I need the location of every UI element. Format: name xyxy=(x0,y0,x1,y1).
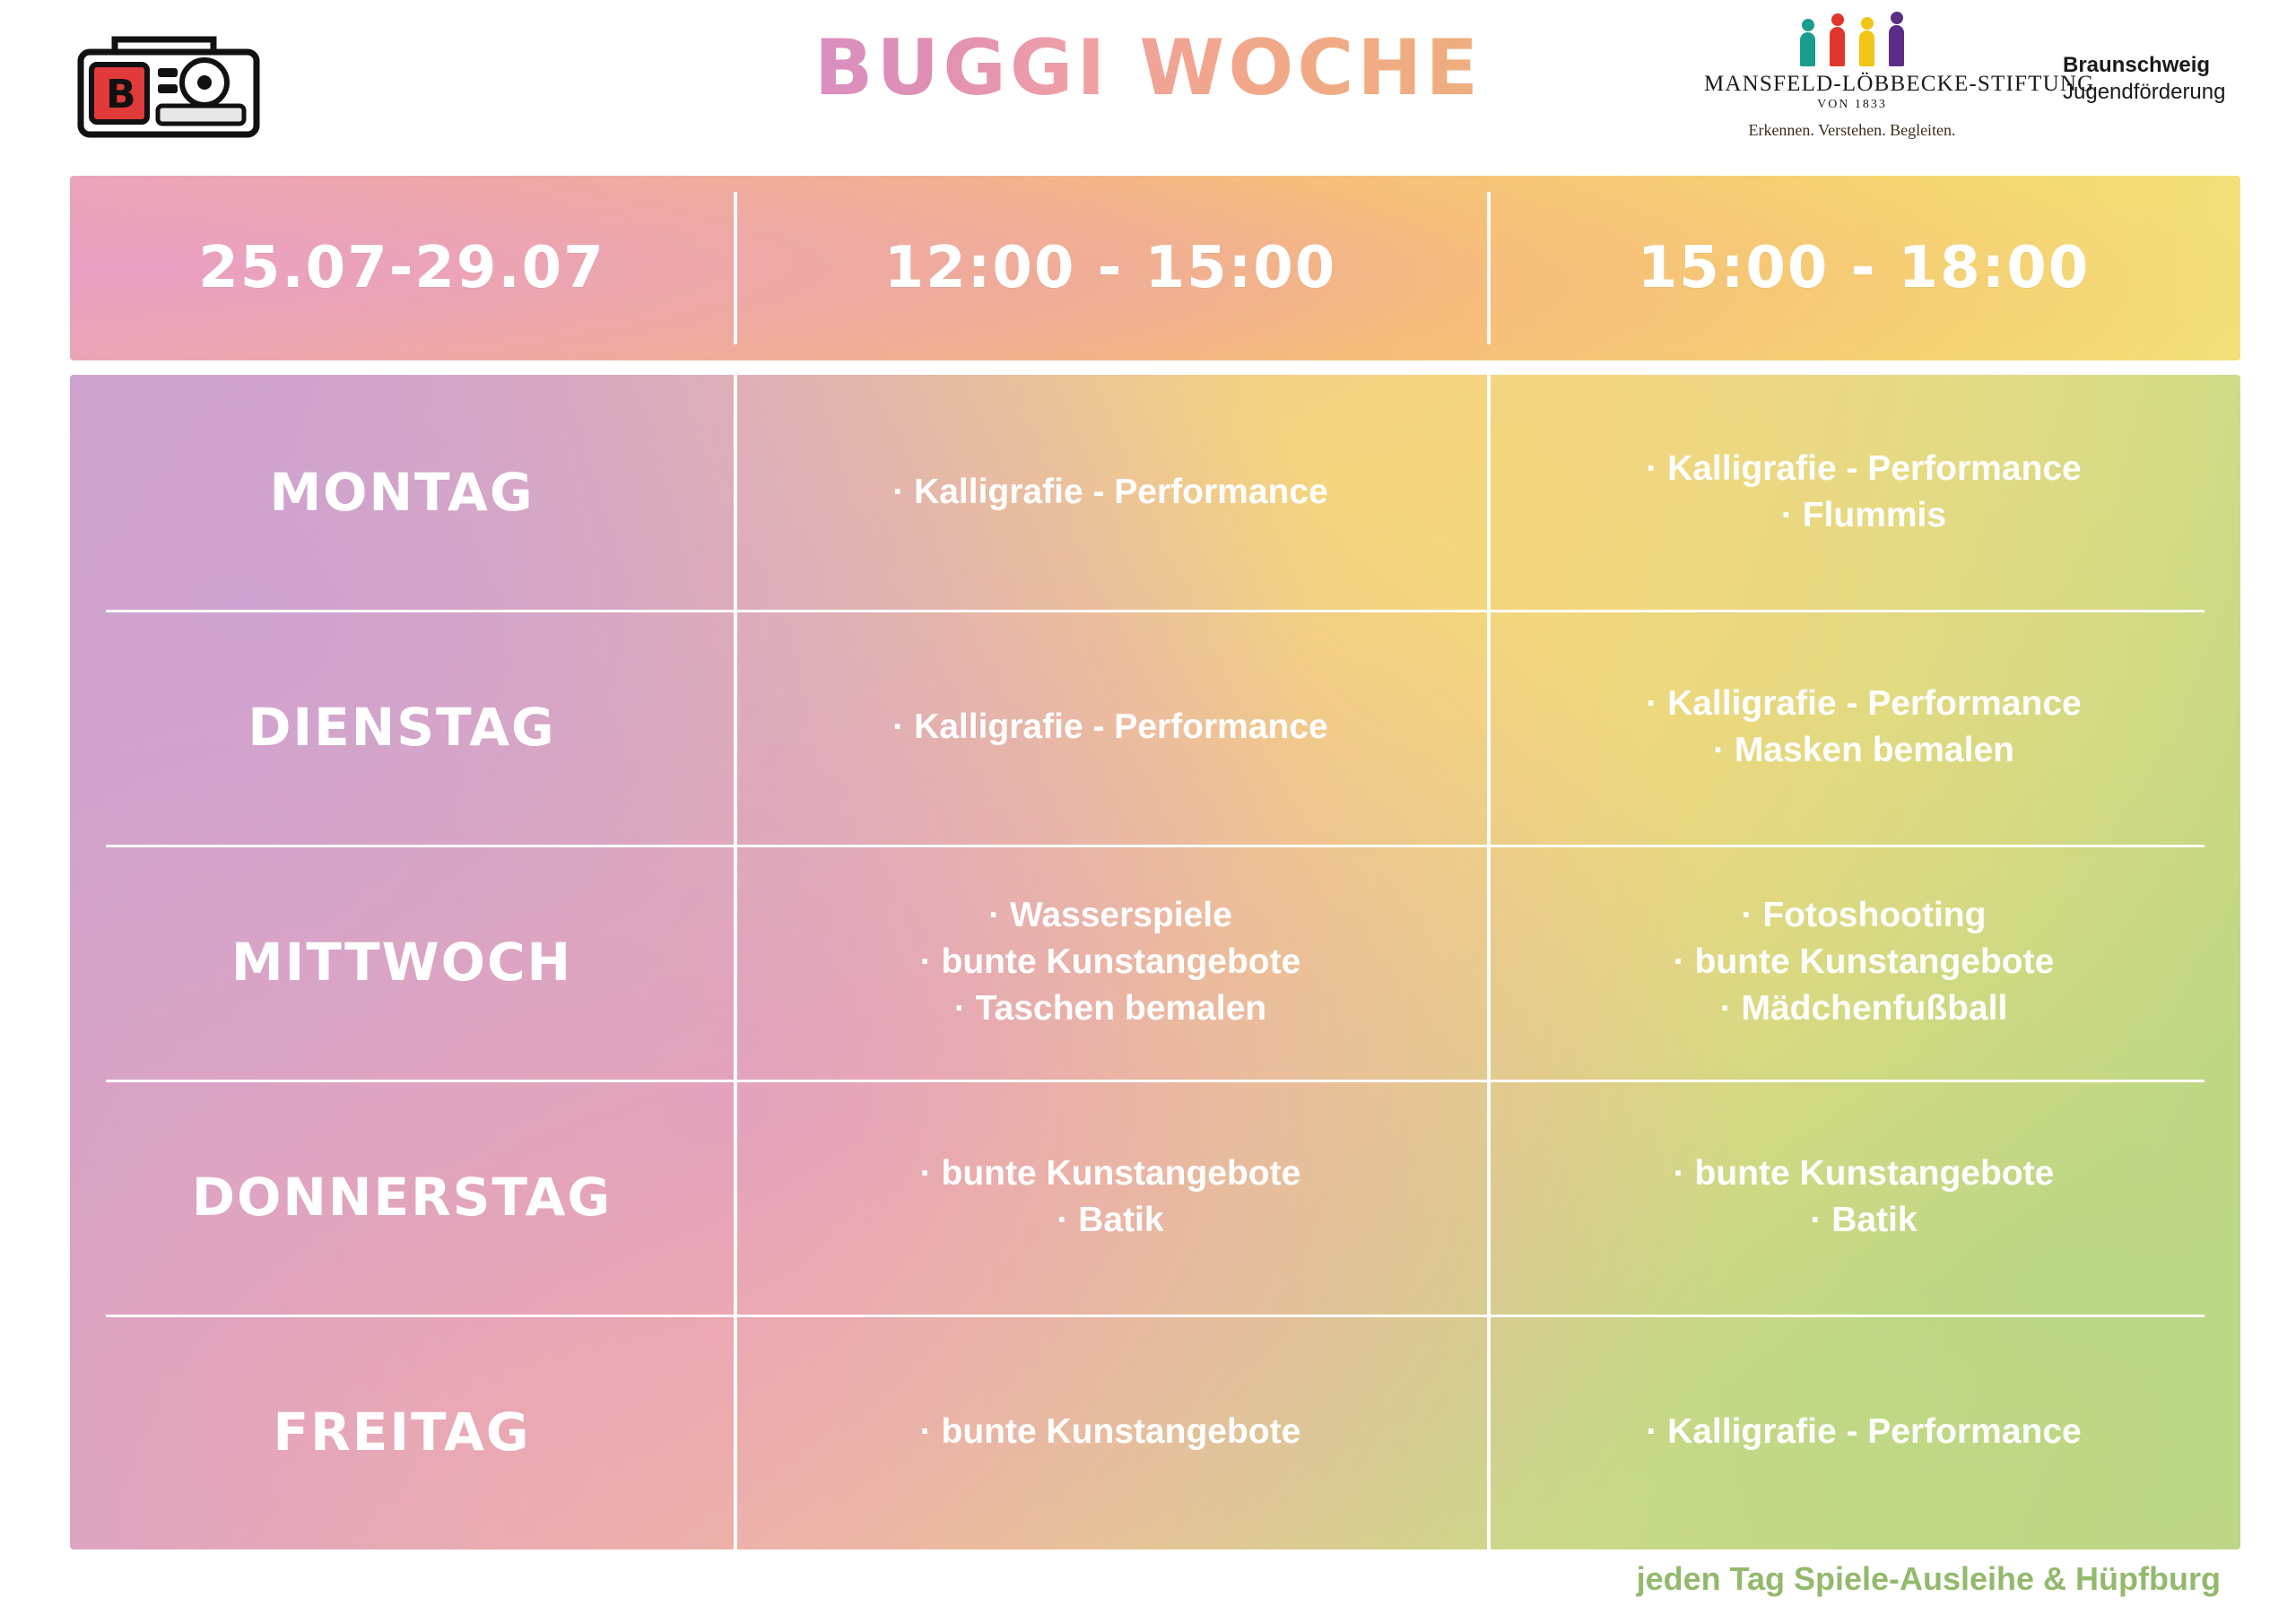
activity-item: · Kalligrafie - Performance xyxy=(892,473,1328,512)
day-cell xyxy=(70,845,734,1080)
activity-list xyxy=(1650,1151,2078,1243)
table-row xyxy=(70,610,2240,845)
day-cell xyxy=(70,610,734,845)
activity-list xyxy=(897,1151,1325,1243)
day-cell xyxy=(70,1315,734,1549)
activity-item: · Mädchenfußball xyxy=(1719,988,2008,1028)
day-label: MITTWOCH xyxy=(230,932,573,993)
header-bar xyxy=(0,0,2296,176)
day-label: DONNERSTAG xyxy=(191,1167,613,1228)
activity-item: · Kalligrafie - Performance xyxy=(1646,684,2082,724)
table-row xyxy=(70,1315,2240,1549)
activity-item: · Taschen bemalen xyxy=(953,988,1267,1028)
header-cell-slot1 xyxy=(734,176,1487,360)
activity-item: · bunte Kunstangebote xyxy=(1673,1154,2055,1193)
activity-item: · Kalligrafie - Performance xyxy=(892,707,1328,747)
activity-list xyxy=(869,470,1351,515)
foundation-claim: Erkennen. Verstehen. Begleiten. xyxy=(1748,121,1956,139)
activity-item: · Fotoshooting xyxy=(1741,896,1987,935)
boombox-radio-icon xyxy=(70,29,267,150)
city-department xyxy=(2063,52,2269,106)
department-name: Jugendförderung xyxy=(2063,80,2226,104)
activity-item: · bunte Kunstangebote xyxy=(919,942,1301,982)
foundation-logo xyxy=(1704,13,2095,140)
svg-text:B: B xyxy=(106,72,136,117)
activity-item: · Masken bemalen xyxy=(1713,731,2014,769)
day-label: FREITAG xyxy=(273,1402,531,1462)
header-slot2-label: 15:00 - 18:00 xyxy=(1637,235,2091,301)
day-cell xyxy=(70,375,734,610)
header-cell-dates xyxy=(70,176,734,360)
activity-item: · Wasserspiele xyxy=(988,896,1232,935)
schedule-header-row xyxy=(70,176,2240,360)
day-label: DIENSTAG xyxy=(248,697,556,758)
day-cell xyxy=(70,1080,734,1315)
activity-list xyxy=(897,1410,1325,1454)
slot1-cell xyxy=(734,610,1487,845)
slot2-cell xyxy=(1487,375,2240,610)
activity-item: · Kalligrafie - Performance xyxy=(1646,449,2082,489)
foundation-name: MANSFELD-LÖBBECKE-STIFTUNG xyxy=(1704,72,2095,96)
table-row xyxy=(70,845,2240,1080)
slot1-cell xyxy=(734,845,1487,1080)
activity-item: · Kalligrafie - Performance xyxy=(1646,1412,2082,1452)
schedule-rows xyxy=(70,375,2240,1549)
slot2-cell xyxy=(1487,1080,2240,1315)
activity-list xyxy=(897,893,1325,1031)
slot1-cell xyxy=(734,1315,1487,1549)
foundation-figures-icon xyxy=(1704,13,2000,66)
city-name: Braunschweig xyxy=(2063,53,2211,77)
slot1-cell xyxy=(734,375,1487,610)
activity-list xyxy=(1622,447,2104,538)
slot2-cell xyxy=(1487,610,2240,845)
header-dates-label: 25.07-29.07 xyxy=(198,235,605,301)
activity-list xyxy=(1622,681,2104,773)
activity-item: · Batik xyxy=(1810,1201,1918,1239)
activity-item: · bunte Kunstangebote xyxy=(1673,942,2055,982)
activity-list xyxy=(1622,1410,2104,1454)
activity-item: · Flummis xyxy=(1780,496,1947,534)
page-title-text: BUGGI WOCHE xyxy=(813,23,1483,113)
table-row xyxy=(70,1080,2240,1315)
activity-item: · Batik xyxy=(1057,1201,1164,1239)
activity-item: · bunte Kunstangebote xyxy=(919,1154,1301,1193)
slot2-cell xyxy=(1487,845,2240,1080)
schedule-table xyxy=(70,375,2240,1549)
activity-list xyxy=(869,705,1351,750)
header-cell-slot2 xyxy=(1487,176,2240,360)
footer xyxy=(0,1560,2296,1598)
activity-list xyxy=(1650,893,2078,1031)
day-label: MONTAG xyxy=(269,462,535,523)
header-slot1-label: 12:00 - 15:00 xyxy=(883,235,1337,301)
slot2-cell xyxy=(1487,1315,2240,1549)
slot1-cell xyxy=(734,1080,1487,1315)
foundation-since: VON 1833 xyxy=(1817,98,1887,111)
footer-note: jeden Tag Spiele-Ausleihe & Hüpfburg xyxy=(1636,1560,2221,1597)
activity-item: · bunte Kunstangebote xyxy=(919,1412,1301,1452)
table-row xyxy=(70,375,2240,610)
